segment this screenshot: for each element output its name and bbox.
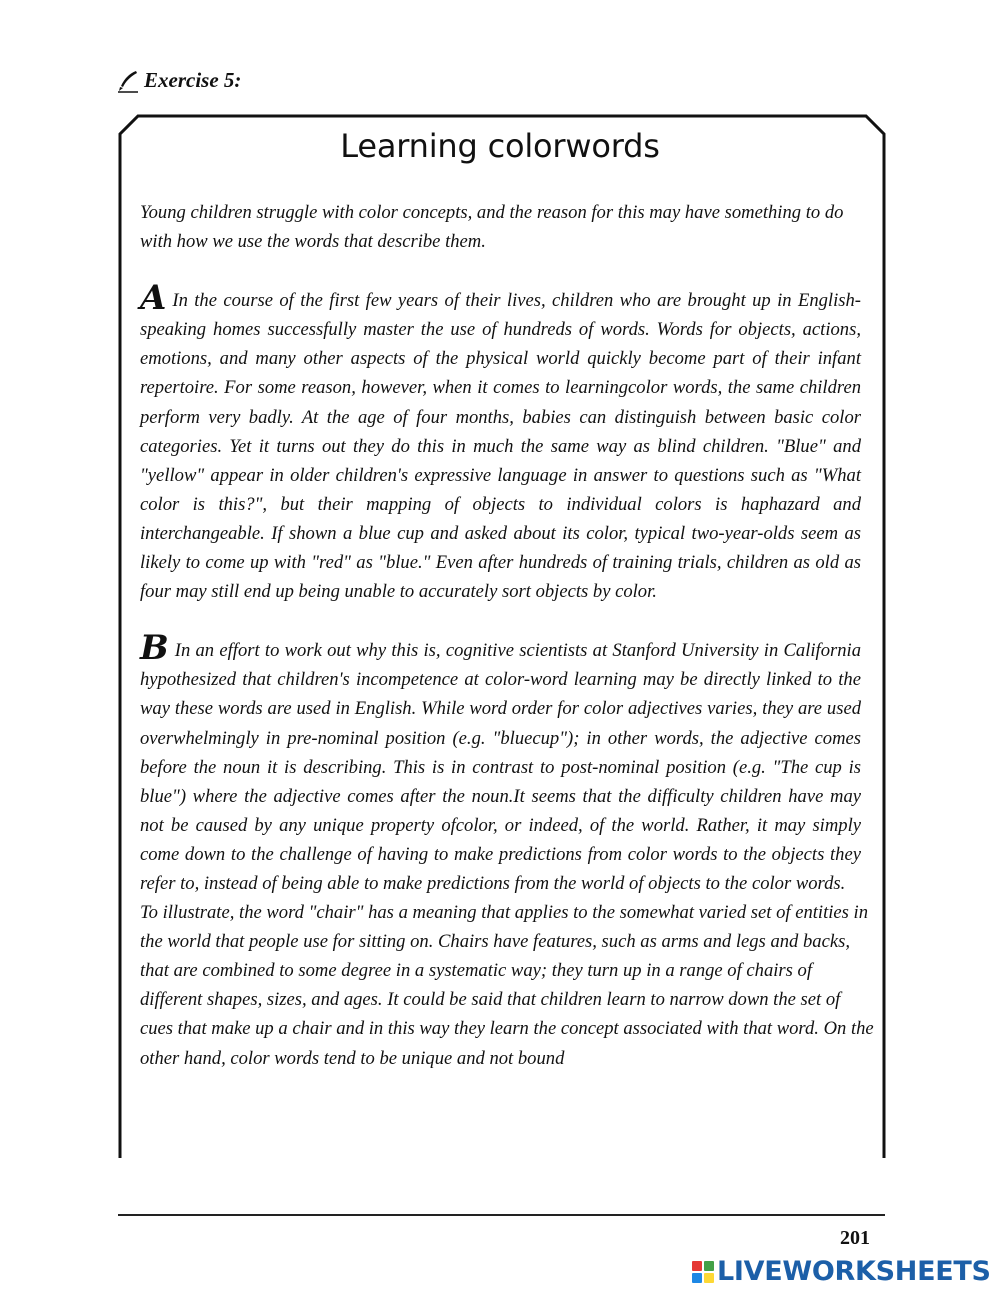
paragraph-a	[140, 278, 861, 606]
paragraph-a-letter: A	[140, 278, 167, 319]
reading-passage	[140, 198, 874, 1073]
paragraph-b-letter: B	[140, 628, 169, 669]
logo-square-green	[704, 1261, 714, 1271]
intro-paragraph: Young children struggle with color concepts, and the reason for this may have something to do with how we use the words that describe them.	[140, 202, 844, 253]
logo-squares-icon	[692, 1261, 714, 1283]
paragraph-b	[140, 628, 861, 898]
paragraph-b-text: In an effort to work out why this is, cognitive scientists at Stanford University in California hypothesized that children's incompetence at color-word learning may be directly linked to the way these words are used in English. While word order for color adjectives varies, they are used overwhelmingly in pre-nominal position (e.g. "bluecup"); in other words, the adjective comes before the noun it is describing. This is in contrast to post-nominal position (e.g. "The cup is blue") where the adjective comes after the noun.It seems that the difficulty children have may not be caused by any unique property ofcolor, or indeed, of the world. Rather, it may simply come down to the challenge of having to make predictions from color words to the objects they refer to, instead of being able to make predictions from the world of objects to the color words.	[140, 640, 861, 894]
logo-square-blue	[692, 1273, 702, 1283]
page-number: 201	[840, 1227, 870, 1249]
quill-pen-icon	[116, 69, 140, 93]
exercise-label: Exercise 5:	[144, 68, 242, 92]
liveworksheets-logo	[692, 1256, 991, 1287]
exercise-header	[116, 68, 241, 93]
logo-text: LIVEWORKSHEETS	[717, 1256, 991, 1287]
paragraph-c: To illustrate, the word "chair" has a meaning that applies to the somewhat varied set of entities in the world that people use for sitting on. Chairs have features, such as arms and legs and backs, that are combined to some degree in a systematic way; they turn up in a range of chairs of different shapes, sizes, and ages. It could be said that children learn to narrow down the set of cues that make up a chair and in this way they learn the concept associated with that word. On the other hand, color words tend to be unique and not bound	[140, 902, 874, 1069]
logo-square-red	[692, 1261, 702, 1271]
logo-square-yellow	[704, 1273, 714, 1283]
footer-divider	[118, 1214, 885, 1216]
paragraph-a-text: In the course of the first few years of their lives, children who are brought up in English- speaking homes successfully master the use of hundreds of words. Words for objects, actions, emotions, and many other aspects of the physical world quickly become part of their infant repertoire. For some reason, however, when it comes to learningcolor words, the same children perform very badly. At the age of four months, babies can distinguish between basic color categories. Yet it turns out they do this in much the same way as blind children. "Blue" and "yellow" appear in older children's expressive language in answer to questions such as "What color is this?", but their mapping of objects to individual colors is haphazard and interchangeable. If shown a blue cup and asked about its color, typical two-year-olds seem as likely to come up with "red" as "blue." Even after hundreds of training trials, children as old as four may still end up being unable to accurately sort objects by color.	[140, 290, 861, 603]
page-title: Learning colorwords	[340, 127, 660, 165]
